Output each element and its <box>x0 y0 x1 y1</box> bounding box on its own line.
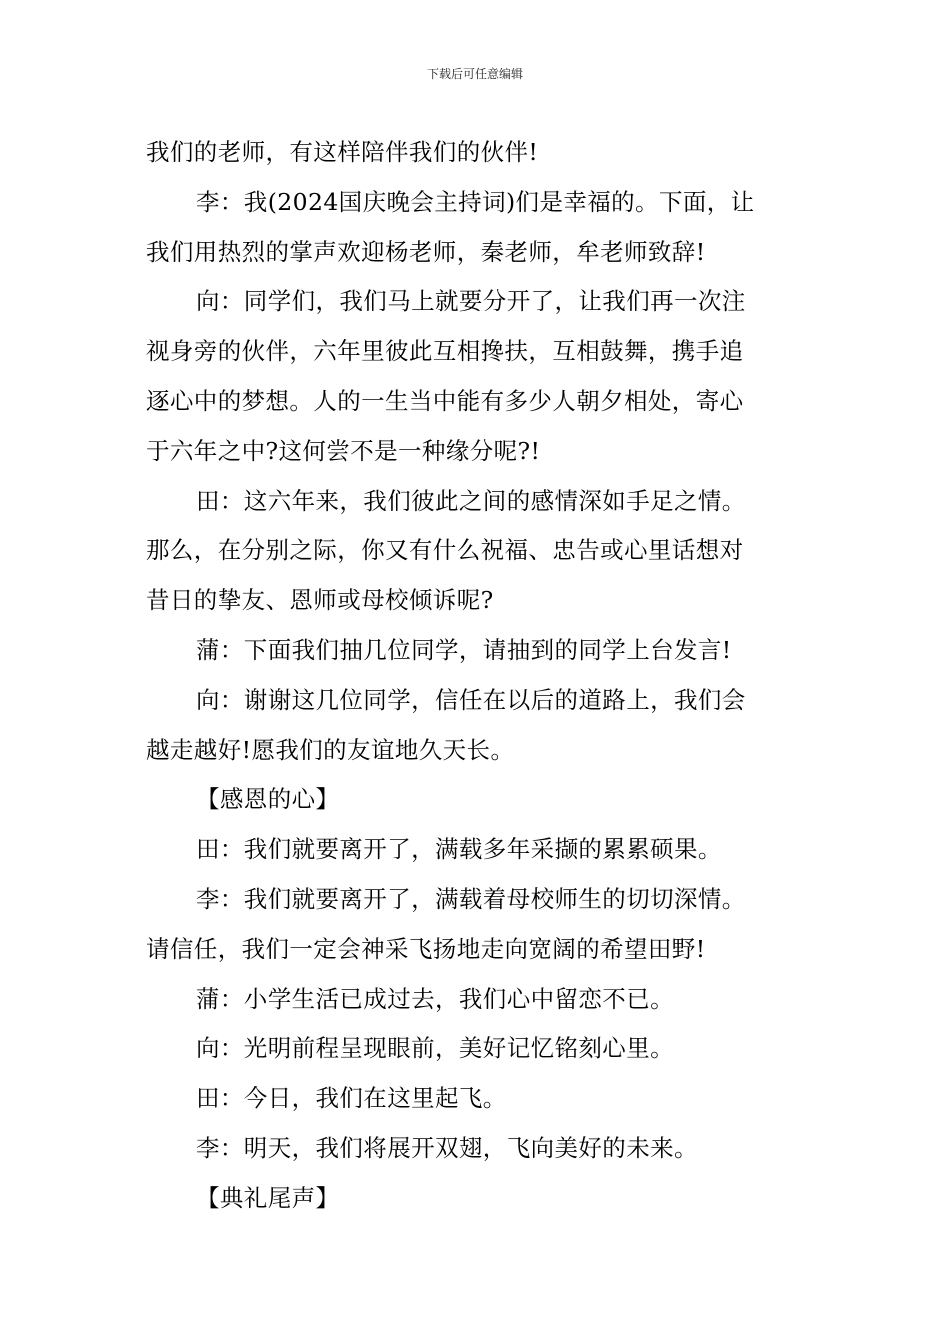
text-line: 田：这六年来，我们彼此之间的感情深如手足之情。 <box>196 486 746 515</box>
text-line: 向：光明前程呈现眼前，美好记忆铭刻心里。 <box>196 1034 674 1063</box>
page-header: 下载后可任意编辑 <box>426 67 523 81</box>
text-line: 于六年之中?这何尝不是一种缘分呢?! <box>146 436 541 465</box>
text-line: 请信任，我们一定会神采飞扬地走向宽阔的希望田野! <box>146 934 706 963</box>
text-line: 逐心中的梦想。人的一生当中能有多少人朝夕相处，寄心 <box>146 386 744 415</box>
text-line: 向：同学们，我们马上就要分开了，让我们再一次注 <box>196 287 746 316</box>
text-line: 李：我(2024国庆晚会主持词)们是幸福的。下面，让 <box>196 187 755 216</box>
text-line: 越走越好!愿我们的友谊地久天长。 <box>146 735 515 764</box>
text-line: 田：我们就要离开了，满载多年采撷的累累硕果。 <box>196 835 722 864</box>
section-heading: 【典礼尾声】 <box>196 1183 340 1212</box>
section-heading: 【感恩的心】 <box>196 785 340 814</box>
text-line: 视身旁的伙伴，六年里彼此互相搀扶，互相鼓舞，携手追 <box>146 337 744 366</box>
text-line: 昔日的挚友、恩师或母校倾诉呢? <box>146 586 494 615</box>
text-line: 我们用热烈的掌声欢迎杨老师，秦老师，牟老师致辞! <box>146 237 706 266</box>
text-line: 我们的老师，有这样陪伴我们的伙伴! <box>146 138 539 166</box>
text-line: 那么，在分别之际，你又有什么祝福、忠告或心里话想对 <box>146 536 744 565</box>
text-line: 李：明天，我们将展开双翅，飞向美好的未来。 <box>196 1133 698 1162</box>
text-line: 田：今日，我们在这里起飞。 <box>196 1084 507 1113</box>
text-line: 李：我们就要离开了，满载着母校师生的切切深情。 <box>196 884 746 913</box>
text-line: 蒲：下面我们抽几位同学，请抽到的同学上台发言! <box>196 635 732 664</box>
text-line: 向：谢谢这几位同学，信任在以后的道路上，我们会 <box>196 685 746 714</box>
text-line: 蒲：小学生活已成过去，我们心中留恋不已。 <box>196 984 674 1013</box>
document-body <box>146 128 810 1224</box>
